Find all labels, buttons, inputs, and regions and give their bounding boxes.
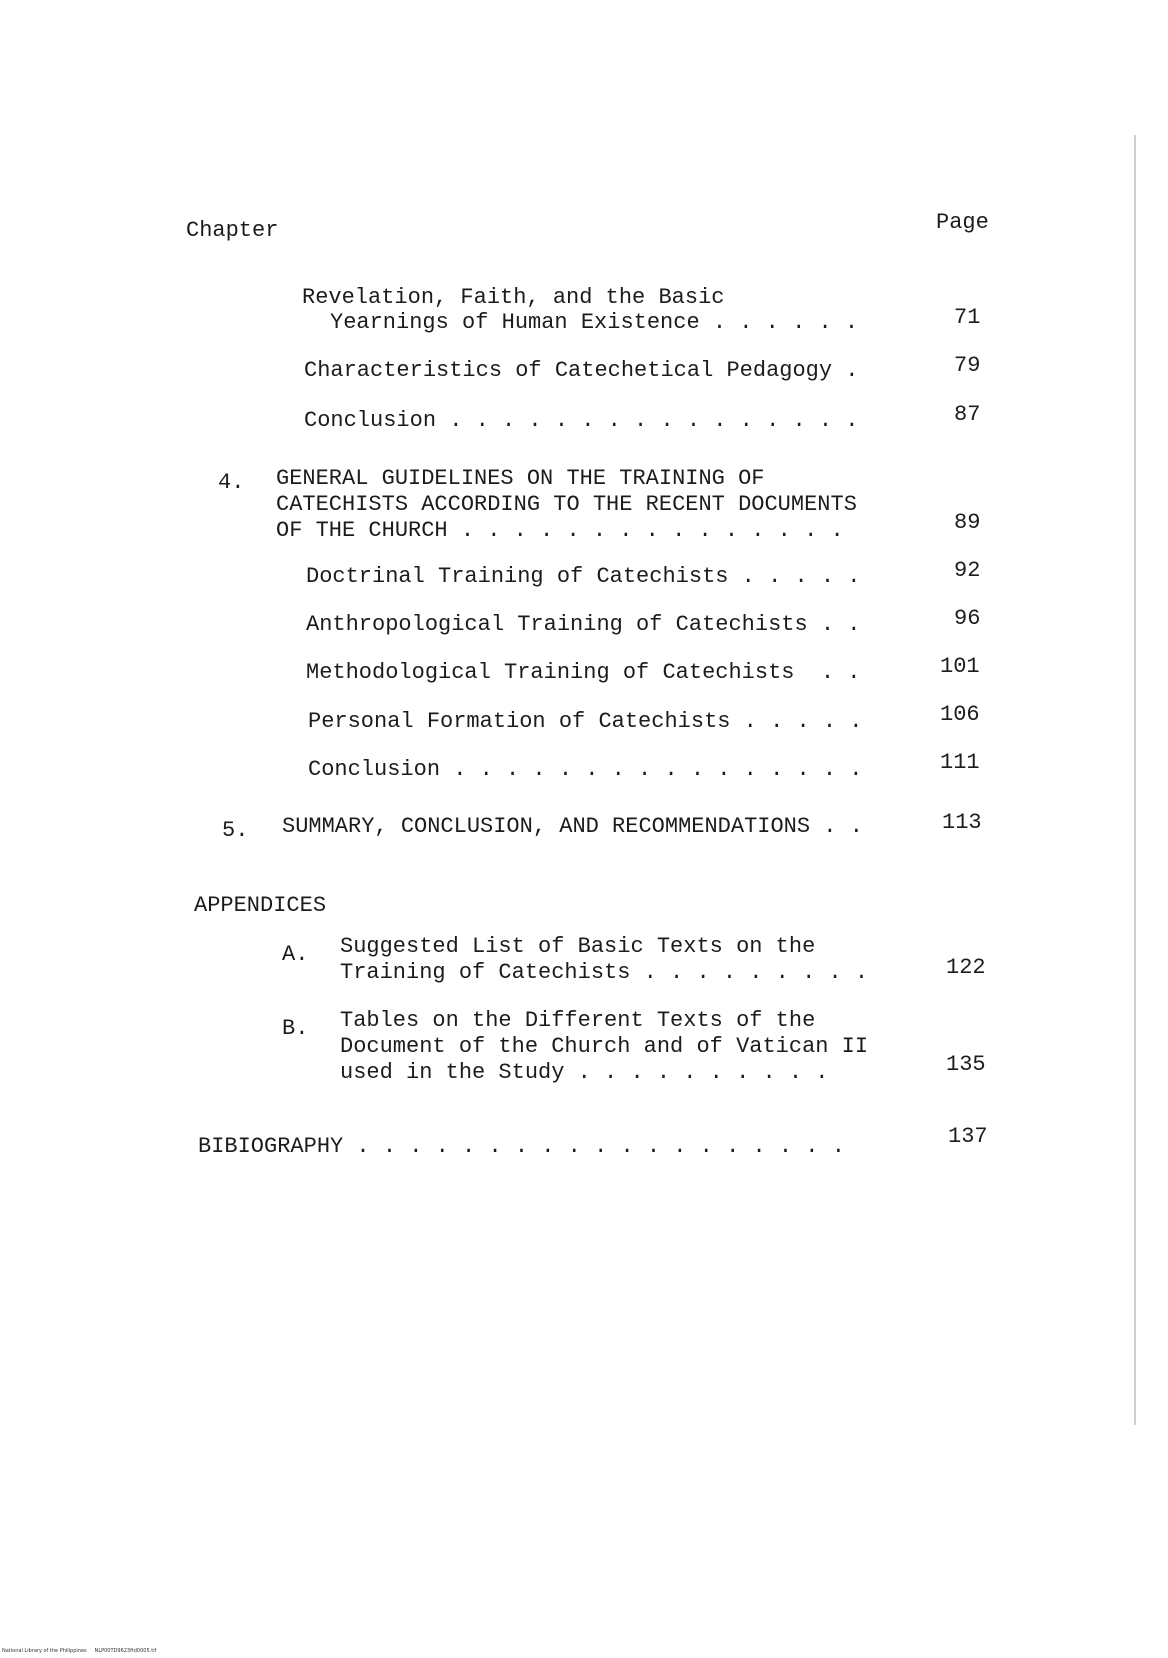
toc-page-anthropological: 96 xyxy=(954,606,981,631)
toc-page-personal: 106 xyxy=(940,702,980,727)
appendices-heading: APPENDICES xyxy=(194,893,327,918)
toc-entry-methodological: Methodological Training of Catechists . . xyxy=(306,660,861,685)
toc-page-methodological: 101 xyxy=(940,654,980,679)
appendix-a-letter: A. xyxy=(282,942,309,967)
appendix-a-line2: Training of Catechists . . . . . . . . . xyxy=(340,960,869,985)
toc-page-appendix-a: 122 xyxy=(946,955,986,980)
chapter-number-5: 5. xyxy=(222,818,249,843)
page-edge xyxy=(1134,135,1136,1425)
appendix-b-line2: Document of the Church and of Vatican II xyxy=(340,1034,869,1059)
appendix-a-line1: Suggested List of Basic Texts on the xyxy=(340,934,816,959)
chapter-heading: Chapter xyxy=(186,218,279,243)
toc-page-characteristics: 79 xyxy=(954,353,981,378)
scan-footer: National Library of the Philippines NLP00TD9623ftd0005.tif xyxy=(2,1648,157,1654)
toc-entry-characteristics: Characteristics of Catechetical Pedagogy . xyxy=(304,358,859,383)
chapter-number-4: 4. xyxy=(218,470,245,495)
toc-entry-doctrinal: Doctrinal Training of Catechists . . . . . xyxy=(306,564,861,589)
chapter-4-title-line2: CATECHISTS ACCORDING TO THE RECENT DOCUMENTS xyxy=(276,492,857,517)
toc-page-appendix-b: 135 xyxy=(946,1052,986,1077)
appendix-b-line3: used in the Study . . . . . . . . . . xyxy=(340,1060,829,1085)
toc-entry-conclusion-ch4: Conclusion . . . . . . . . . . . . . . . . xyxy=(308,757,863,782)
toc-page-bibliography: 137 xyxy=(948,1124,988,1149)
chapter-4-title-line1: GENERAL GUIDELINES ON THE TRAINING OF xyxy=(276,466,765,491)
appendix-b-letter: B. xyxy=(282,1016,309,1041)
toc-page-chapter-4: 89 xyxy=(954,510,981,535)
toc-page-conclusion-ch4: 111 xyxy=(940,750,980,775)
chapter-5-title: SUMMARY, CONCLUSION, AND RECOMMENDATIONS . . xyxy=(282,814,863,839)
toc-entry-personal: Personal Formation of Catechists . . . . . xyxy=(308,709,863,734)
toc-page-chapter-5: 113 xyxy=(942,810,982,835)
toc-entry-anthropological: Anthropological Training of Catechists . . xyxy=(306,612,861,637)
toc-page-doctrinal: 92 xyxy=(954,558,981,583)
toc-entry-revelation-line2: Yearnings of Human Existence . . . . . . xyxy=(330,310,859,335)
bibliography-entry: BIBIOGRAPHY . . . . . . . . . . . . . . . . . . . xyxy=(198,1134,845,1159)
toc-page-conclusion-ch3: 87 xyxy=(954,402,981,427)
toc-page-revelation: 71 xyxy=(954,305,981,330)
toc-entry-conclusion-ch3: Conclusion . . . . . . . . . . . . . . . . xyxy=(304,408,859,433)
chapter-4-title-line3: OF THE CHURCH . . . . . . . . . . . . . . . xyxy=(276,518,844,543)
appendix-b-line1: Tables on the Different Texts of the xyxy=(340,1008,816,1033)
toc-entry-revelation-line1: Revelation, Faith, and the Basic xyxy=(302,285,725,310)
page-heading: Page xyxy=(936,210,989,235)
